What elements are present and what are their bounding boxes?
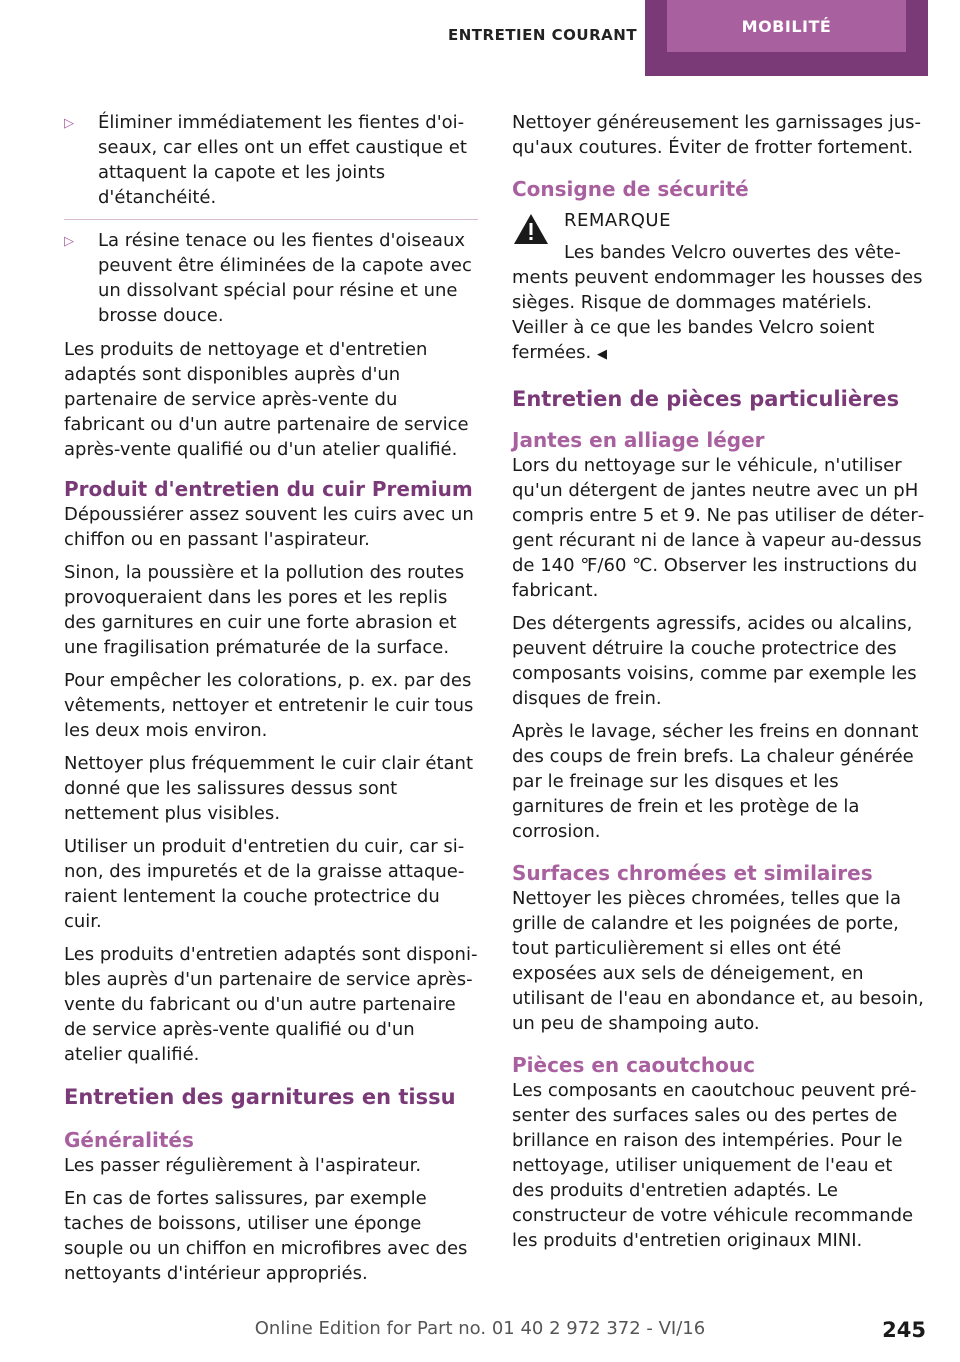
paragraph: En cas de fortes salissures, par exemple taches de boissons, utiliser une éponge souple ou un chiffon en microfibres avec des nettoyants d'intérieur appropriés. [64,1188,468,1284]
paragraph: Utiliser un produit d'entretien du cuir, car sinon, des impuretés et de la graisse attaqueraient lentement la couche protectrice du cuir. [64,836,465,932]
left-column [64,110,478,1294]
warning-text [512,240,928,367]
footer-edition: Online Edition for Part no. 01 40 2 972 372 - VI/16 [254,1318,706,1339]
warning-triangle-icon [512,212,550,246]
header-tab [645,0,928,76]
warning-label: REMARQUE [564,210,671,231]
heading-chrome: Surfaces chromées et similaires [512,861,873,885]
end-marker-icon: ◀ [597,347,608,362]
paragraph: Après le lavage, sécher les freins en donnant des coups de frein brefs. La chaleur générée par le freinage sur les disques et les garnitures de frein et les protège de la corrosion. [512,721,919,842]
paragraph: Pour empêcher les colorations, p. ex. par des vêtements, nettoyer et entretenir le cuir tous les deux mois environ. [64,670,474,741]
page-number: 245 [882,1318,926,1342]
paragraph: Les passer régulièrement à l'aspirateur. [64,1155,422,1176]
triangle-right-icon: ▷ [64,116,74,131]
heading-fabric-care: Entretien des garnitures en tissu [64,1085,456,1109]
triangle-right-icon: ▷ [64,234,74,249]
paragraph: Sinon, la poussière et la pollution des routes provoqueraient dans les pores et les replis des garnitures en cuir une forte abrasion et une fragilisation prématurée de la surface. [64,562,465,658]
paragraph: Des détergents agressifs, acides ou alcalins, peuvent détruire la couche protectrice des composants voisins, comme par exemple les disques de frein. [512,613,917,709]
paragraph: Nettoyer les pièces chromées, telles que la grille de calandre et les poignées de porte, tout particulièrement si elles ont été exposées aux sels de déneigement, en utilisant de l'eau en abondance et, au besoin, un peu de shampoing auto. [512,888,924,1034]
paragraph: Lors du nettoyage sur le véhicule, n'utiliser qu'un détergent de jantes neutre avec un pH compris entre 5 et 9. Ne pas utiliser de détergent récurant ni de lance à vapeur au-dessus de 140 ℉/60 ℃. Observer les instructions du fabricant. [512,455,925,601]
paragraph: Dépoussiérer assez souvent les cuirs avec un chiffon ou en passant l'aspirateur. [64,504,474,550]
header-tab-label: MOBILITÉ [667,0,906,52]
bullet-text: La résine tenace ou les fientes d'oiseaux peuvent être éliminées de la capote avec un dissolvant spécial pour résine et une brosse douce. [98,230,472,326]
paragraph: Les composants en caoutchouc peuvent présenter des surfaces sales ou des pertes de brillance en raison des intempéries. Pour le nettoyage, utiliser uniquement de l'eau et des produits d'entretien adaptés. Le constructeur de votre véhicule recommande les produits d'entretien originaux MINI. [512,1080,917,1251]
heading-general: Généralités [64,1128,194,1152]
header-section-title: ENTRETIEN COURANT [448,26,638,44]
heading-safety: Consigne de sécurité [512,177,749,201]
heading-special-parts: Entretien de pièces particulières [512,387,900,411]
paragraph: Les produits de nettoyage et d'entretien adaptés sont disponibles auprès d'un partenaire de service après-vente du fabricant ou d'un autre partenaire de service après-vente qualifié ou d'un atelier qualifié. [64,339,469,460]
paragraph: Les produits d'entretien adaptés sont disponibles auprès d'un partenaire de service après-vente du fabricant ou d'un autre partenaire de service après-vente qualifié ou d'un atelier qualifié. [64,944,478,1065]
list-item [64,228,478,328]
list-item [64,110,478,210]
heading-alloy-rims: Jantes en alliage léger [512,428,765,452]
paragraph: Nettoyer plus fréquemment le cuir clair étant donné que les salissures dessus sont nettement plus visibles. [64,753,474,824]
warning-body: Les bandes Velcro ouvertes des vêtements peuvent endommager les housses des sièges. Risque de dommages matériels. Veiller à ce que les bandes Velcro soient fermées. [512,242,923,363]
heading-leather-care: Produit d'entretien du cuir Premium [64,477,473,501]
paragraph: Nettoyer généreusement les garnissages jusqu'aux coutures. Éviter de frotter fortement. [512,112,922,158]
right-column [512,110,928,1261]
bullet-text: Éliminer immédiatement les fientes d'oiseaux, car elles ont un effet caustique et attaquent la capote et les joints d'étanchéité. [98,112,467,208]
divider [64,219,478,220]
heading-rubber: Pièces en caoutchouc [512,1053,755,1077]
